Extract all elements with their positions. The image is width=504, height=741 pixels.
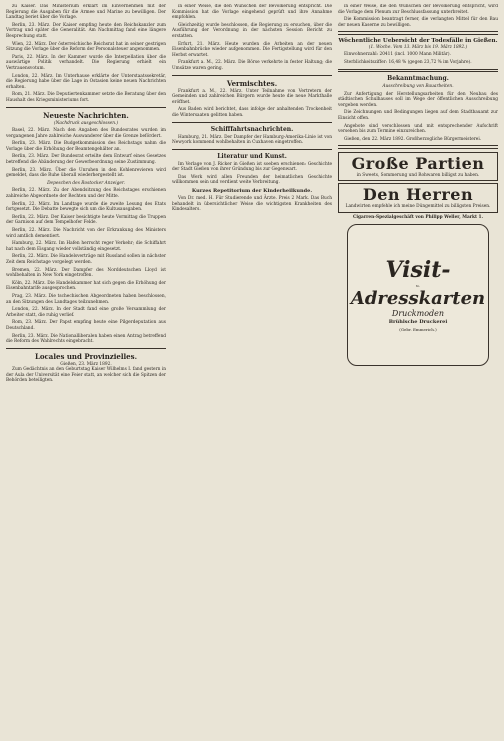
news-item: Prag, 23. März. Die tschechischen Abgeordneten haben beschlossen, an den Sitzungen des Landtages teilzunehmen. [6, 293, 166, 305]
news-item: London, 22. März. In der Stadt fand eine große Versammlung der Arbeiter statt, die ruhig verlief. [6, 307, 166, 318]
divider [172, 149, 332, 150]
advertisement-visit-cards [347, 224, 489, 366]
notice-line: Angebote sind verschlossen und mit entsprechender Aufschrift versehen bis zum Termine einzureichen. [338, 123, 498, 135]
divider [6, 348, 166, 349]
section-heading-deaths: Wöchentliche Uebersicht der Todesfälle in Gießen. [338, 37, 498, 44]
news-item: Berlin, 23. März. Über die Unruhen in den Kohlenrevieren wird gemeldet, dass die Ruhe überall wiederhergestellt ist. [6, 167, 166, 179]
paragraph: Im Verlage von J. Ricker in Gießen ist soeben erschienen: Geschichte der Stadt Gießen von ihrer Gründung bis zur Gegenwart. [172, 161, 332, 173]
column-1 [6, 4, 166, 737]
section-subtitle-telegrams: Depeschen des Rostocker Anzeiger. [47, 180, 125, 186]
news-item: Basel, 22. März. Nach den Angaben des Bundesrates wurden im vergangenen Jahre zahlreiche Auswanderer über die Grenze befördert. [6, 128, 166, 139]
news-item: Hamburg, 22. März. Im Hafen herrscht reger Verkehr; die Schiffahrt hat nach dem Eisgang wieder vollständig eingesetzt. [6, 241, 166, 252]
double-divider [338, 145, 498, 148]
paragraph: Die Kommission beantragt ferner, die verlangten Mittel für den Bau der neuen Kaserne zu bewilligen. [338, 17, 498, 28]
news-item: Köln, 22. März. Die Handelskammer hat sich gegen die Erhöhung der Eisenbahntarife ausgesprochen. [6, 280, 166, 292]
column-2 [172, 4, 332, 737]
book-title: Kurzes Repetitorium der Kinderheilkunde. [191, 188, 313, 195]
advertisement-partien [338, 152, 498, 182]
news-item: Berlin, 23. März. Die Nationalliberalen haben einen Antrag betreffend die Reform des Wahlrechts eingebracht. [6, 333, 166, 345]
ad-text: in Sweets, Sommerung und Rohwaren billigst zu haben. [356, 172, 480, 178]
paragraph: Frankfurt a. M., 22. März. Die Börse verkehrte in fester Haltung; die Umsätze waren gering. [172, 60, 332, 71]
paragraph: Paris, 22. März. In der Kammer wurde die Interpellation über die auswärtige Politik verhandelt. Die Regierung erhielt ein Vertrauensvotum. [6, 54, 166, 71]
paragraph: Rom, 21. März. Die Deputiertenkammer setzte die Beratung über den Haushalt des Kriegsministeriums fort. [6, 92, 166, 103]
paragraph: in einer Weise, die den Wünschen der Bevölkerung entspricht, wird die Vorlage dem Plenum zur Beschlussfassung unterbreitet. [338, 4, 498, 15]
divider [172, 122, 332, 123]
double-divider [338, 31, 498, 34]
section-subtitle: Ausschreibung von Bauarbeiten. [382, 83, 454, 89]
section-subtitle: (Nachdruck ausgeschlossen.) [53, 120, 119, 126]
paragraph: Frankfurt a. M., 22. März. Unter Teilnahme von Vertretern der Gemeinden und zahlreichen Bürgern wurde heute die neue Markthalle eröffnet. [172, 88, 332, 105]
stat-line: Sterblichkeitsziffer: 16,48 % (gegen 23,72 % im Vorjahre). [344, 59, 472, 65]
print-styles: Druckmoden [391, 308, 445, 318]
news-item: Berlin, 22. März. Zu der Abendsitzung des Reichstages erschienen zahlreiche Abgeordnete der Rechten und der Mitte. [6, 188, 166, 200]
double-divider [338, 69, 498, 72]
paragraph: in einer Weise, die den Wünschen der Bevölkerung entspricht. Die Kommission hat die Vorlage eingehend geprüft und ihre Annahme empfohlen. [172, 4, 332, 21]
paragraph: Gleichzeitig wurde beschlossen, die Regierung zu ersuchen, über die Ausführung der Verordnung in der nächsten Session Bericht zu erstatten. [172, 22, 332, 39]
section-heading-shipping: Schifffahrtsnachrichten. [210, 125, 294, 133]
printer-name: Brühlsche Druckerei [388, 318, 448, 325]
notice-line: Zur Anfertigung der Herstellungsarbeiten für den Neubau des städtischen Schulhauses soll im Wege der öffentlichen Ausschreibung vergeben werden. [338, 91, 498, 108]
advertisement-herren [338, 183, 498, 213]
stat-line: Einwohnerzahl: 20411 (incl. 1000 Mann Militär). [344, 52, 451, 58]
section-heading-notice: Bekanntmachung. [387, 74, 449, 82]
news-item: Rom, 23. März. Der Papst empfing heute eine Pilgerdeputation aus Deutschland. [6, 320, 166, 331]
address-cards-word: Adresskarten [350, 287, 486, 309]
notice-line: Gießen, den 22. März 1892. Großherzogliche Bürgermeisterei. [344, 136, 482, 142]
divider [172, 75, 332, 76]
news-item: Bremen, 22. März. Der Dampfer des Norddeutschen Lloyd ist wohlbehalten in New York eingetroffen. [6, 267, 166, 279]
section-heading-local: Locales und Provinzielles. [34, 351, 138, 361]
ad-headline: Den Herren [362, 185, 474, 205]
section-heading-literature: Literatur und Kunst. [217, 152, 287, 160]
section-heading-news: Neueste Nachrichten. [43, 110, 129, 120]
divider [6, 107, 166, 108]
ad-headline: Große Partien [351, 153, 485, 173]
visit-connector: u. [416, 282, 420, 288]
col1-intro [6, 4, 166, 104]
column-3 [338, 4, 498, 737]
news-item: Berlin, 23. März. Der Bundesrat erteilte dem Entwurf eines Gesetzes betreffend die Abänderung der Gewerbeordnung seine Zustimmung. [6, 154, 166, 166]
notice-line: Die Zeichnungen und Bedingungen liegen auf dem Stadtbauamt zur Einsicht offen. [338, 110, 498, 121]
paragraph: zu Kaiser. Das Ministerium erklärt im Einvernehmen mit der Regierung die Ausgaben für die Armee und Marine zu bewilligen. Der Landtag beriet über die Vorlage. [6, 4, 166, 21]
dateline: Gießen, 23. März 1892. [60, 361, 112, 367]
paragraph: Hamburg, 21. März. Der Dampfer der Hamburg-Amerika-Linie ist von Newyork kommend wohlbehalten in Cuxhaven eingetroffen. [172, 134, 332, 146]
news-item: Berlin, 22. März. Im Landtage wurde die zweite Lesung des Etats fortgesetzt. Die Debatte bewegte sich um die Kultusausgaben. [6, 201, 166, 213]
news-item: Berlin, 22. März. Der Kaiser besichtigte heute Vormittag die Truppen der Garnison auf dem Tempelhofer Felde. [6, 214, 166, 226]
ad-footer: Cigarren-Spezialgeschäft von Philipp Weller, Markt 1. [353, 214, 483, 220]
paragraph: Erfurt, 21. März. Heute wurden die Arbeiten an der neuen Eisenbahnbrücke wieder aufgenommen. Die Fertigstellung wird für den Herbst erwartet. [172, 41, 332, 58]
news-item: Berlin, 23. März. Die Budgetkommission des Reichstags nahm die Vorlage über die Erhöhung der Beamtengehälter an. [6, 141, 166, 152]
ad-text: Landwirten empfehle ich meine Düngemittel zu billigsten Preisen. [345, 204, 491, 210]
news-item: Berlin, 22. März. Die Handelsverträge mit Russland sollen in nächster Zeit dem Reichstage vorgelegt werden. [6, 254, 166, 265]
paragraph: Das Werk wird allen Freunden der heimatlichen Geschichte willkommen sein und verdient weite Verbreitung. [172, 174, 332, 186]
paragraph: London, 22. März. Im Unterhause erklärte der Unterstaatssekretär, die Regierung habe über die Lage in Ostasien keine neuen Nachrichten erhalten. [6, 73, 166, 90]
printer-owner: (Gebr. Emmerich.) [399, 326, 437, 332]
paragraph: Berlin, 23. März. Der Kaiser empfing heute den Reichskanzler zum Vortrag und später die Generalität. Am Nachmittag fand eine längere Besprechung statt. [6, 22, 166, 39]
paragraph: Zum Gedächtnis an den Geburtstag Kaiser Wilhelms I. fand gestern in der Aula der Universität eine Feier statt, an welcher sich die Spitzen der Behörden beteiligten. [6, 367, 166, 384]
news-item: Berlin, 22. März. Die Nachricht von der Erkrankung des Ministers wird amtlich dementiert. [6, 228, 166, 239]
section-heading-misc: Vermischtes. [226, 78, 278, 88]
paragraph: Aus Baden wird berichtet, dass infolge der anhaltenden Trockenheit die Wintersaaten gelitten haben. [172, 107, 332, 118]
section-subtitle: (1. Woche. Vom 13. März bis 19. März 1892.) [368, 44, 468, 50]
paragraph: Von Dr. med. H. Für Studierende und Ärzte. Preis 2 Mark. Das Buch behandelt in übersichtlicher Weise die wichtigsten Krankheiten des Kindesalters. [172, 196, 332, 213]
paragraph: Wien, 22. März. Der österreichische Reichsrat hat in seiner gestrigen Sitzung die Vorlage über die Reform der Personalsteuer angenommen. [6, 41, 166, 53]
visit-word: Visit- [385, 256, 451, 283]
